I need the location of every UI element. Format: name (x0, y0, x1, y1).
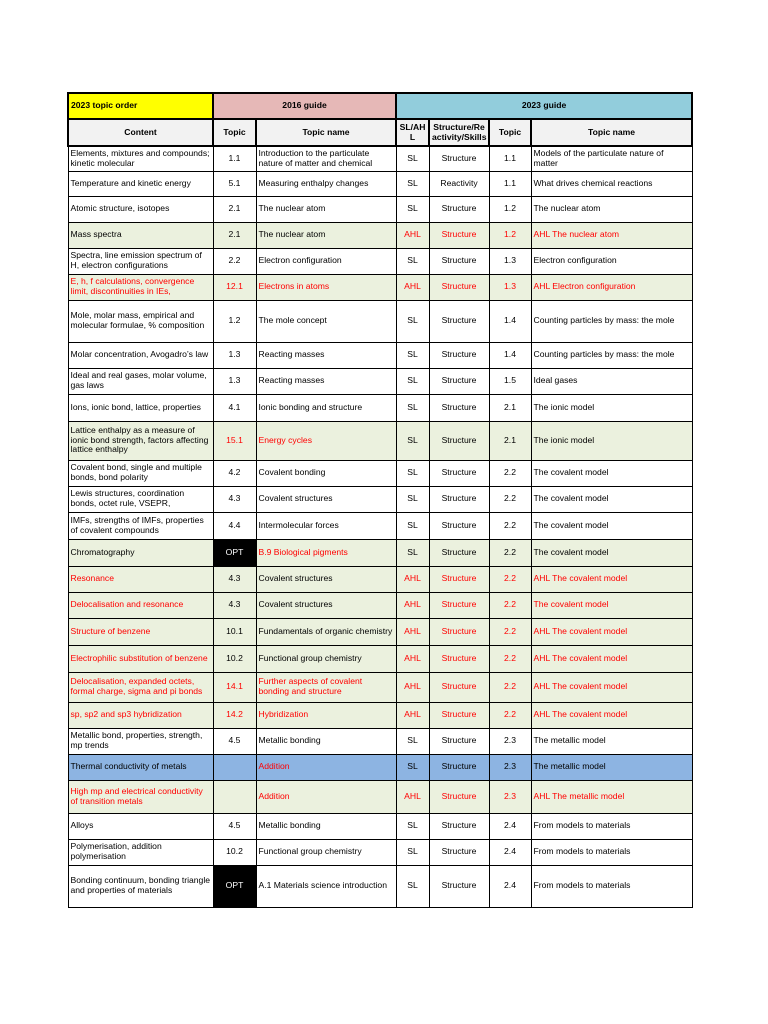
cell-topic-name-2023: The covalent model (531, 539, 692, 566)
cell-topic-name-2023: From models to materials (531, 813, 692, 839)
cell-topic-name-2016: Covalent structures (256, 486, 396, 512)
cell-category: Structure (429, 146, 489, 171)
cell-category: Structure (429, 865, 489, 907)
cell-topic-name-2023: The metallic model (531, 728, 692, 754)
cell-content: Ions, ionic bond, lattice, properties (68, 394, 213, 421)
cell-content: Delocalisation, expanded octets, formal charge, sigma and pi bonds (68, 672, 213, 702)
cell-category: Structure (429, 196, 489, 222)
cell-topic-2023: 2.2 (489, 618, 531, 645)
cell-content: Lattice enthalpy as a measure of ionic bond strength, factors affecting lattice enthalpy (68, 421, 213, 460)
cell-category: Structure (429, 780, 489, 813)
cell-topic-name-2023: Ideal gases (531, 368, 692, 394)
cell-topic-2023: 1.3 (489, 274, 531, 300)
cell-topic-2023: 1.4 (489, 300, 531, 342)
table-row (68, 780, 692, 813)
cell-content: Chromatography (68, 539, 213, 566)
cell-topic-2023: 1.3 (489, 248, 531, 274)
cell-topic-name-2016: Metallic bonding (256, 728, 396, 754)
cell-topic-2016: 4.3 (213, 486, 256, 512)
cell-topic-name-2016: Covalent structures (256, 592, 396, 618)
table-row (68, 222, 692, 248)
cell-level: SL (396, 813, 429, 839)
cell-level: AHL (396, 222, 429, 248)
col-level: SL/AH L (396, 119, 429, 146)
cell-category: Structure (429, 248, 489, 274)
table-row (68, 196, 692, 222)
cell-topic-name-2016: Addition (256, 754, 396, 780)
cell-topic-2016 (213, 754, 256, 780)
cell-level: AHL (396, 618, 429, 645)
cell-content: Delocalisation and resonance (68, 592, 213, 618)
cell-content: Atomic structure, isotopes (68, 196, 213, 222)
cell-topic-2023: 2.2 (489, 702, 531, 728)
cell-level: SL (396, 512, 429, 539)
cell-topic-2016: 10.2 (213, 645, 256, 672)
cell-topic-name-2016: Energy cycles (256, 421, 396, 460)
table-row (68, 171, 692, 196)
cell-category: Structure (429, 539, 489, 566)
table-row (68, 539, 692, 566)
cell-topic-name-2016: Ionic bonding and structure (256, 394, 396, 421)
table-row (68, 645, 692, 672)
table-row (68, 146, 692, 171)
cell-topic-name-2023: AHL The covalent model (531, 702, 692, 728)
cell-topic-2023: 2.4 (489, 865, 531, 907)
table-row (68, 300, 692, 342)
header-row-groups (68, 93, 692, 119)
cell-category: Structure (429, 702, 489, 728)
cell-topic-name-2023: The covalent model (531, 486, 692, 512)
cell-topic-2016: 10.2 (213, 839, 256, 865)
cell-topic-2023: 2.3 (489, 754, 531, 780)
cell-topic-2016: 14.1 (213, 672, 256, 702)
cell-topic-name-2016: The nuclear atom (256, 196, 396, 222)
table-row (68, 274, 692, 300)
cell-topic-2016: 4.4 (213, 512, 256, 539)
cell-content: Molar concentration, Avogadro’s law (68, 342, 213, 368)
col-topic-name-2023: Topic name (531, 119, 692, 146)
cell-topic-name-2023: Electron configuration (531, 248, 692, 274)
cell-topic-name-2023: The ionic model (531, 421, 692, 460)
cell-level: SL (396, 754, 429, 780)
cell-topic-name-2016: A.1 Materials science introduction (256, 865, 396, 907)
cell-topic-name-2016: Covalent structures (256, 566, 396, 592)
table-row (68, 248, 692, 274)
cell-topic-2023: 2.1 (489, 394, 531, 421)
cell-category: Structure (429, 486, 489, 512)
table-row (68, 618, 692, 645)
cell-level: SL (396, 460, 429, 486)
cell-topic-name-2023: AHL The covalent model (531, 645, 692, 672)
cell-category: Structure (429, 368, 489, 394)
cell-category: Structure (429, 421, 489, 460)
cell-level: SL (396, 248, 429, 274)
cell-topic-name-2016: Introduction to the particulate nature of matter and chemical (256, 146, 396, 171)
cell-topic-name-2016: Reacting masses (256, 342, 396, 368)
cell-level: SL (396, 728, 429, 754)
cell-category: Structure (429, 645, 489, 672)
cell-topic-name-2016: Reacting masses (256, 368, 396, 394)
cell-level: SL (396, 368, 429, 394)
cell-topic-name-2023: From models to materials (531, 865, 692, 907)
col-topic-name-2016: Topic name (256, 119, 396, 146)
cell-topic-2023: 1.1 (489, 146, 531, 171)
cell-topic-name-2016: The mole concept (256, 300, 396, 342)
header-2023-guide: 2023 guide (396, 93, 692, 119)
cell-topic-name-2016: The nuclear atom (256, 222, 396, 248)
cell-topic-name-2016: Intermolecular forces (256, 512, 396, 539)
col-topic-2016: Topic (213, 119, 256, 146)
cell-level: AHL (396, 702, 429, 728)
cell-level: SL (396, 839, 429, 865)
cell-topic-2016: 2.1 (213, 222, 256, 248)
cell-level: AHL (396, 645, 429, 672)
cell-topic-name-2023: AHL The nuclear atom (531, 222, 692, 248)
cell-category: Structure (429, 813, 489, 839)
table-row (68, 813, 692, 839)
cell-content: Resonance (68, 566, 213, 592)
cell-topic-2023: 2.3 (489, 728, 531, 754)
cell-content: Bonding continuum, bonding triangle and properties of materials (68, 865, 213, 907)
cell-topic-name-2023: What drives chemical reactions (531, 171, 692, 196)
cell-topic-2023: 2.2 (489, 672, 531, 702)
cell-topic-2016: 4.5 (213, 813, 256, 839)
cell-topic-2016 (213, 780, 256, 813)
cell-level: SL (396, 486, 429, 512)
cell-topic-name-2016: Functional group chemistry (256, 839, 396, 865)
cell-content: Mole, molar mass, empirical and molecular formulae, % composition (68, 300, 213, 342)
cell-topic-2023: 1.4 (489, 342, 531, 368)
cell-topic-2023: 2.2 (489, 486, 531, 512)
cell-category: Structure (429, 394, 489, 421)
cell-content: Ideal and real gases, molar volume, gas laws (68, 368, 213, 394)
cell-level: SL (396, 196, 429, 222)
cell-topic-2023: 2.2 (489, 539, 531, 566)
cell-topic-2023: 2.4 (489, 839, 531, 865)
table-row (68, 368, 692, 394)
cell-topic-2016: 1.3 (213, 342, 256, 368)
cell-topic-2016: 14.2 (213, 702, 256, 728)
cell-content: Lewis structures, coordination bonds, octet rule, VSEPR, (68, 486, 213, 512)
cell-content: High mp and electrical conductivity of transition metals (68, 780, 213, 813)
table-row (68, 592, 692, 618)
cell-topic-2023: 2.2 (489, 592, 531, 618)
cell-topic-name-2023: The covalent model (531, 592, 692, 618)
cell-topic-name-2016: Covalent bonding (256, 460, 396, 486)
cell-topic-2016: 10.1 (213, 618, 256, 645)
table-row (68, 839, 692, 865)
cell-topic-name-2023: AHL The covalent model (531, 618, 692, 645)
col-content: Content (68, 119, 213, 146)
header-row-columns (68, 119, 692, 146)
cell-category: Structure (429, 512, 489, 539)
cell-level: AHL (396, 780, 429, 813)
cell-topic-2016: 15.1 (213, 421, 256, 460)
cell-topic-2023: 1.2 (489, 196, 531, 222)
cell-content: Polymerisation, addition polymerisation (68, 839, 213, 865)
cell-topic-name-2023: The ionic model (531, 394, 692, 421)
cell-category: Structure (429, 342, 489, 368)
table-row (68, 754, 692, 780)
cell-topic-name-2023: Models of the particulate nature of matter (531, 146, 692, 171)
cell-topic-2023: 1.1 (489, 171, 531, 196)
cell-level: AHL (396, 274, 429, 300)
cell-content: Electrophilic substitution of benzene (68, 645, 213, 672)
table-row (68, 566, 692, 592)
table-row (68, 728, 692, 754)
cell-category: Structure (429, 274, 489, 300)
cell-level: AHL (396, 672, 429, 702)
cell-topic-2016: 1.1 (213, 146, 256, 171)
cell-topic-name-2016: B.9 Biological pigments (256, 539, 396, 566)
cell-topic-name-2016: Metallic bonding (256, 813, 396, 839)
cell-level: SL (396, 865, 429, 907)
cell-category: Structure (429, 728, 489, 754)
cell-level: SL (396, 300, 429, 342)
cell-topic-2023: 2.4 (489, 813, 531, 839)
table-row (68, 342, 692, 368)
cell-topic-name-2023: Counting particles by mass: the mole (531, 342, 692, 368)
table-row (68, 421, 692, 460)
cell-level: SL (396, 146, 429, 171)
cell-content: Spectra, line emission spectrum of H, electron configurations (68, 248, 213, 274)
table-row (68, 460, 692, 486)
cell-topic-name-2016: Addition (256, 780, 396, 813)
cell-category: Structure (429, 754, 489, 780)
header-2016-guide: 2016 guide (213, 93, 396, 119)
cell-topic-2016: 1.2 (213, 300, 256, 342)
cell-topic-2016: 4.3 (213, 566, 256, 592)
cell-level: SL (396, 342, 429, 368)
cell-topic-name-2023: AHL Electron configuration (531, 274, 692, 300)
cell-content: Structure of benzene (68, 618, 213, 645)
cell-category: Structure (429, 222, 489, 248)
cell-content: Alloys (68, 813, 213, 839)
cell-topic-name-2023: The nuclear atom (531, 196, 692, 222)
table-row (68, 865, 692, 907)
table-row (68, 486, 692, 512)
cell-content: E, h, f calculations, convergence limit, discontinuities in IEs, (68, 274, 213, 300)
cell-level: SL (396, 394, 429, 421)
cell-topic-2016: OPT (213, 539, 256, 566)
cell-topic-name-2023: Counting particles by mass: the mole (531, 300, 692, 342)
cell-topic-2016: 4.2 (213, 460, 256, 486)
cell-content: sp, sp2 and sp3 hybridization (68, 702, 213, 728)
cell-level: SL (396, 539, 429, 566)
cell-topic-2023: 2.2 (489, 566, 531, 592)
cell-topic-name-2023: The covalent model (531, 512, 692, 539)
cell-topic-2023: 2.2 (489, 645, 531, 672)
cell-category: Structure (429, 672, 489, 702)
cell-topic-2016: 4.1 (213, 394, 256, 421)
cell-content: Mass spectra (68, 222, 213, 248)
cell-topic-name-2023: AHL The metallic model (531, 780, 692, 813)
cell-topic-2023: 1.2 (489, 222, 531, 248)
cell-content: Covalent bond, single and multiple bonds, bond polarity (68, 460, 213, 486)
cell-topic-2016: 5.1 (213, 171, 256, 196)
cell-topic-name-2016: Hybridization (256, 702, 396, 728)
cell-level: SL (396, 171, 429, 196)
cell-topic-2023: 2.2 (489, 460, 531, 486)
cell-topic-2023: 2.1 (489, 421, 531, 460)
cell-topic-name-2023: The metallic model (531, 754, 692, 780)
cell-topic-2016: 1.3 (213, 368, 256, 394)
cell-topic-2016: OPT (213, 865, 256, 907)
cell-level: AHL (396, 592, 429, 618)
cell-topic-name-2016: Electrons in atoms (256, 274, 396, 300)
cell-topic-name-2016: Electron configuration (256, 248, 396, 274)
cell-category: Reactivity (429, 171, 489, 196)
cell-category: Structure (429, 460, 489, 486)
table-row (68, 672, 692, 702)
col-topic-2023: Topic (489, 119, 531, 146)
cell-topic-2016: 2.2 (213, 248, 256, 274)
table-row (68, 394, 692, 421)
table-row (68, 702, 692, 728)
cell-topic-2016: 2.1 (213, 196, 256, 222)
cell-topic-name-2023: AHL The covalent model (531, 566, 692, 592)
col-category: Structure/Re activity/Skills (429, 119, 489, 146)
cell-category: Structure (429, 592, 489, 618)
cell-level: SL (396, 421, 429, 460)
header-2023-topic-order: 2023 topic order (68, 93, 213, 119)
cell-topic-name-2016: Fundamentals of organic chemistry (256, 618, 396, 645)
cell-topic-2023: 1.5 (489, 368, 531, 394)
cell-content: Elements, mixtures and compounds; kinetic molecular (68, 146, 213, 171)
cell-content: Thermal conductivity of metals (68, 754, 213, 780)
cell-category: Structure (429, 300, 489, 342)
cell-topic-name-2023: AHL The covalent model (531, 672, 692, 702)
cell-category: Structure (429, 618, 489, 645)
cell-topic-2016: 12.1 (213, 274, 256, 300)
cell-level: AHL (396, 566, 429, 592)
cell-content: Temperature and kinetic energy (68, 171, 213, 196)
cell-topic-name-2016: Measuring enthalpy changes (256, 171, 396, 196)
cell-topic-2016: 4.5 (213, 728, 256, 754)
cell-topic-2016: 4.3 (213, 592, 256, 618)
table-row (68, 512, 692, 539)
cell-content: IMFs, strengths of IMFs, properties of covalent compounds (68, 512, 213, 539)
topic-comparison-table (67, 92, 693, 908)
cell-category: Structure (429, 566, 489, 592)
cell-topic-2023: 2.3 (489, 780, 531, 813)
cell-topic-name-2016: Further aspects of covalent bonding and structure (256, 672, 396, 702)
cell-topic-name-2016: Functional group chemistry (256, 645, 396, 672)
cell-content: Metallic bond, properties, strength, mp trends (68, 728, 213, 754)
cell-topic-name-2023: The covalent model (531, 460, 692, 486)
cell-category: Structure (429, 839, 489, 865)
cell-topic-2023: 2.2 (489, 512, 531, 539)
cell-topic-name-2023: From models to materials (531, 839, 692, 865)
